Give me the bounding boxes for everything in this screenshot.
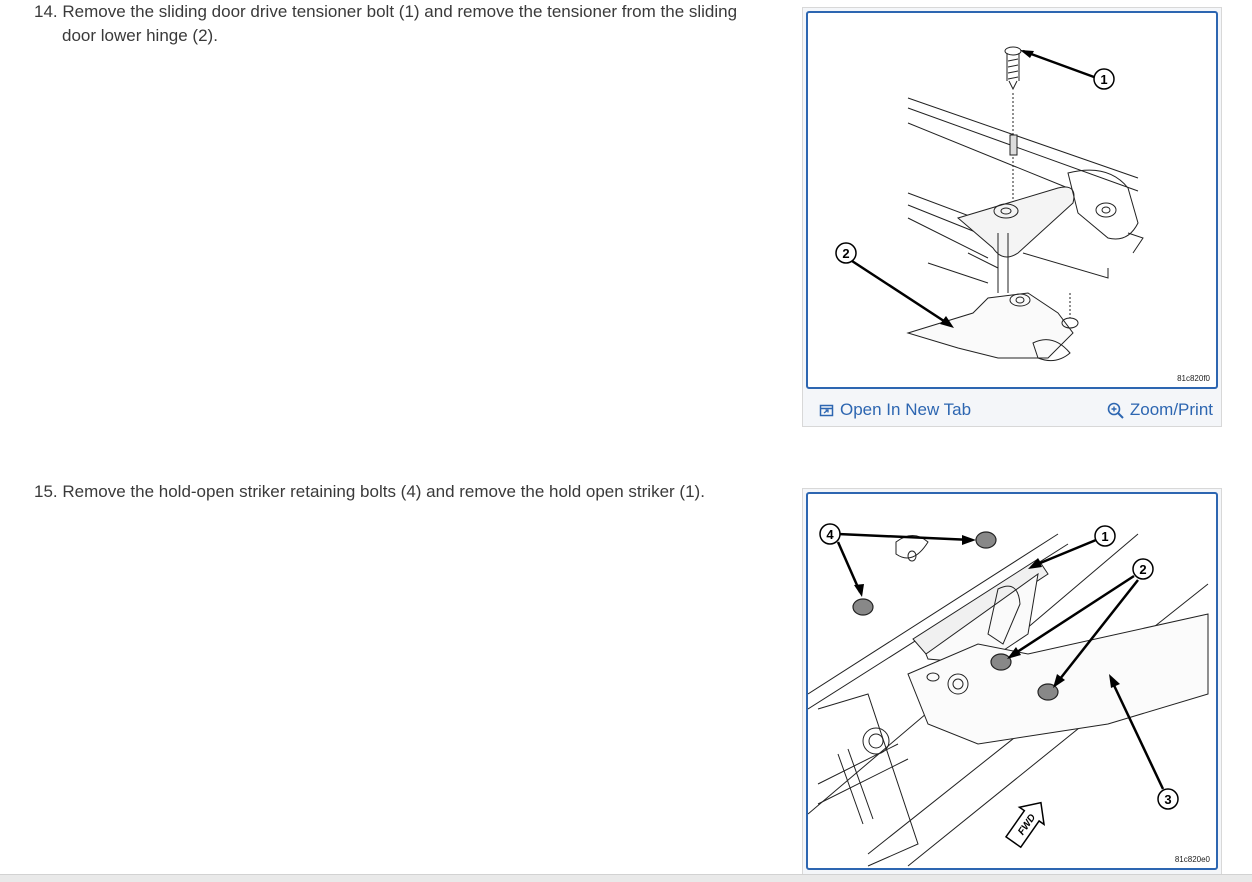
bolt [853, 599, 873, 615]
bolt [976, 532, 996, 548]
step-15-line1: 15. Remove the hold-open striker retaining bolts (4) and remove the hold open striker (1). [34, 482, 705, 501]
figure-code: 81c820e0 [1174, 855, 1210, 864]
figure-tensioner-image[interactable] [806, 11, 1218, 389]
figure-toolbar [803, 392, 1221, 426]
svg-text:2: 2 [842, 246, 850, 261]
figure-code: 81c820f0 [1177, 374, 1210, 383]
svg-text:FWD: FWD [1016, 812, 1039, 838]
open-in-new-tab-link[interactable]: Open In New Tab [819, 400, 971, 420]
svg-text:3: 3 [1164, 792, 1172, 807]
zoom-print-link[interactable]: Zoom/Print [1107, 400, 1213, 420]
callout-2 [836, 243, 954, 328]
striker-illustration [808, 494, 1216, 868]
svg-text:1: 1 [1101, 529, 1109, 544]
svg-text:1: 1 [1100, 72, 1108, 87]
step-14 [34, 0, 784, 48]
figure-striker-image[interactable] [806, 492, 1218, 870]
callout-1 [1028, 526, 1115, 569]
callout-4 [820, 524, 976, 597]
bolt [991, 654, 1011, 670]
step-15 [34, 480, 784, 504]
svg-text:4: 4 [826, 527, 834, 542]
step-14-line1: 14. Remove the sliding door drive tensioner bolt (1) and remove the tensioner from the sliding [34, 2, 738, 21]
tensioner-illustration [808, 13, 1216, 387]
step-14-line2: door lower hinge (2). [62, 26, 218, 45]
fwd-arrow-icon [1001, 794, 1053, 851]
zoom-in-icon [1107, 402, 1124, 419]
figure-tensioner [802, 7, 1222, 427]
open-new-tab-icon [819, 403, 834, 418]
figure-striker [802, 488, 1222, 882]
callout-1 [1020, 50, 1114, 89]
svg-text:2: 2 [1139, 562, 1147, 577]
